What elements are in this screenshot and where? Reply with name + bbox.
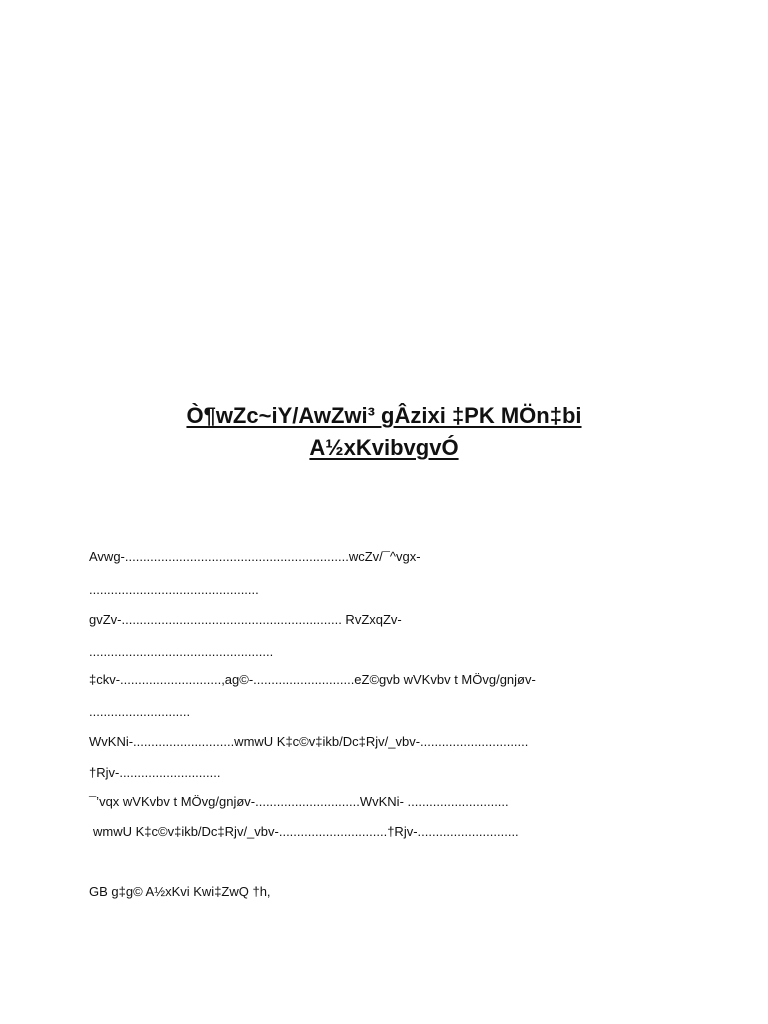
form-line-occupation-address: ‡ckv-............................,ag©-............................eZ©gvb wVKvbv t MÖvg/gnjøv-	[89, 672, 536, 687]
form-line-permanent-district: wmwU K‡c©v‡ikb/Dc‡Rjv/_vbv-..............................†Rjv-............................	[93, 824, 519, 839]
form-line-continuation: ............................	[89, 704, 191, 719]
title-line-1: Ò¶wZc~iY/AwZwi³ gÂzixi ‡PK MÖn‡bi	[186, 403, 582, 428]
form-line-continuation: ...................................................	[89, 644, 274, 659]
declaration-line: GB g‡g© A½xKvi Kwi‡ZwQ †h,	[89, 884, 271, 899]
form-line-post-office: WvKNi-............................wmwU K‡c©v‡ikb/Dc‡Rjv/_vbv-..............................	[89, 734, 529, 749]
document-title	[60, 400, 708, 464]
form-line-mother-nationality: gvZv-............................................................. RvZxqZv-	[89, 612, 402, 627]
form-line-name-father: Avwg-..............................................................wcZv/¯^vgx-	[89, 549, 421, 564]
form-line-continuation: ...............................................	[89, 582, 259, 597]
form-line-district: †Rjv-............................	[89, 765, 221, 780]
form-line-permanent-address: ¯’vqx wVKvbv t MÖvg/gnjøv-.............................WvKNi- ............................	[89, 794, 509, 809]
title-line-2: A½xKvibvgvÓ	[309, 435, 459, 460]
